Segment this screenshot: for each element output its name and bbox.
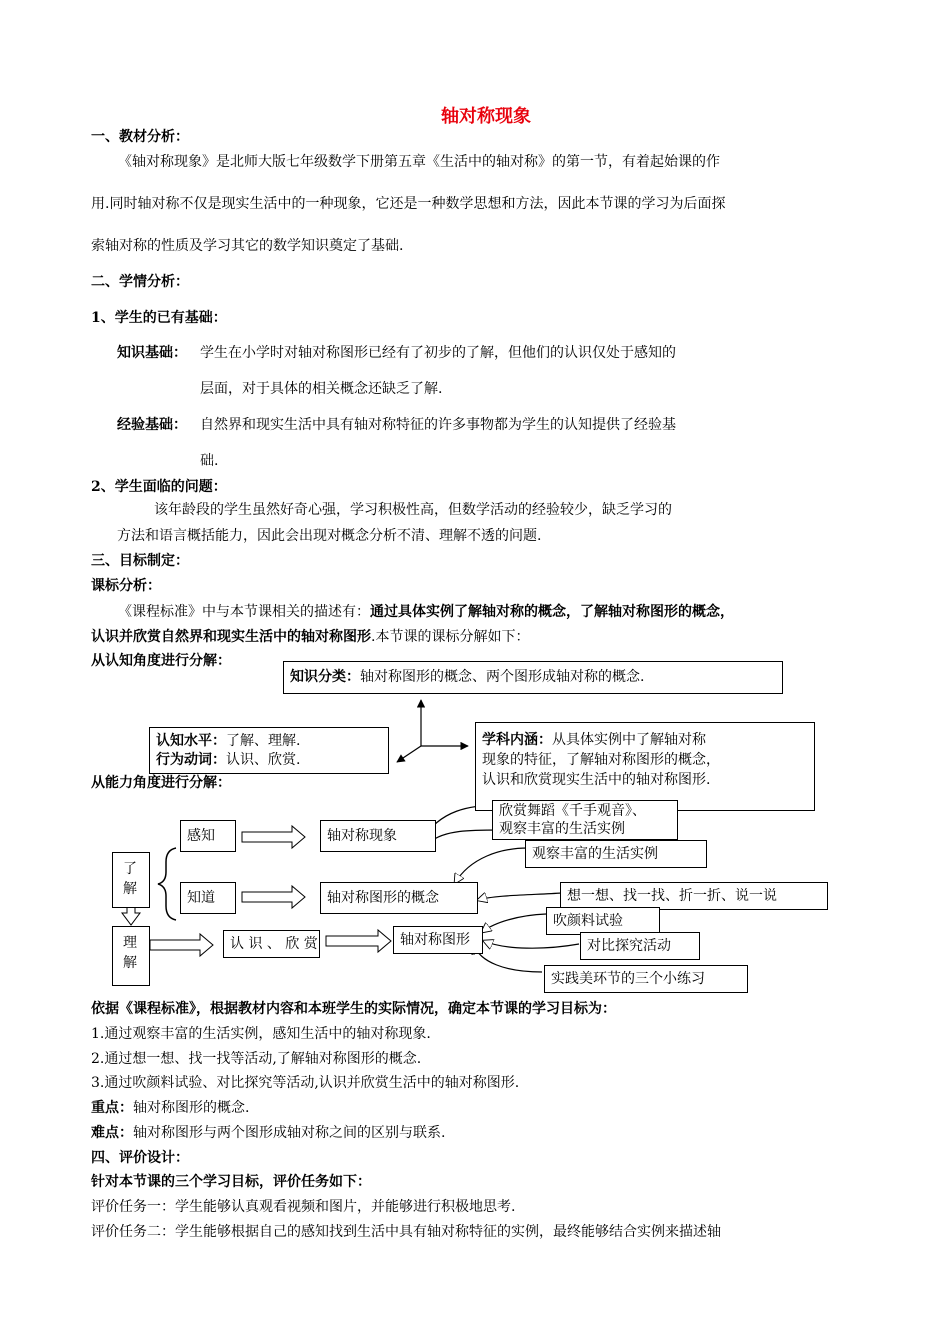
evaluation-intro: 针对本节课的三个学习目标，评价任务如下：	[91, 1174, 371, 1190]
paragraph-line: 《轴对称现象》是北师大版七年级数学下册第五章《生活中的轴对称》的第一节，有着起始课的作	[118, 154, 720, 170]
action-verb-text: 认识、欣赏.	[226, 752, 301, 768]
cognitive-level-text: 了解、理解.	[226, 733, 301, 749]
knowledge-basis-label: 知识基础：	[117, 345, 187, 361]
subject-connotation-box	[475, 722, 815, 811]
key-point-text: 轴对称图形的概念.	[133, 1100, 250, 1116]
understand-char: 了	[123, 861, 137, 877]
curve-arrow-5	[484, 941, 579, 948]
subject-text: 从具体实例中了解轴对称	[552, 732, 706, 748]
paragraph-line: 础.	[200, 453, 219, 469]
appreciate-arrow	[326, 930, 391, 952]
section-heading: 一、教材分析：	[91, 129, 189, 145]
activity-box-1	[492, 800, 678, 840]
goal-item: 1.通过观察丰富的生活实例，感知生活中的轴对称现象.	[91, 1026, 431, 1042]
paragraph-line: 用.同时轴对称不仅是现实生活中的一种现象，它还是一种数学思想和方法，因此本节课的学习为后面探	[91, 196, 726, 212]
page-title: 轴对称现象	[441, 106, 531, 127]
cognitive-breakdown-label: 从认知角度进行分解：	[91, 653, 231, 669]
cognitive-level-box	[149, 727, 389, 774]
ability-breakdown-label: 从能力角度进行分解：	[91, 775, 231, 791]
goal-item: 2.通过想一想、找一找等活动,了解轴对称图形的概念.	[91, 1051, 422, 1067]
evaluation-task: 评价任务一：学生能够认真观看视频和图片，并能够进行积极地思考.	[91, 1199, 516, 1215]
paragraph-line: 自然界和现实生活中具有轴对称特征的许多事物都为学生的认知提供了经验基	[200, 417, 676, 433]
cognitive-level-label: 认知水平：	[156, 733, 226, 749]
subject-line: 现象的特征，了解轴对称图形的概念，	[482, 752, 720, 768]
comprehend-char: 解	[123, 955, 137, 971]
know-arrow	[242, 886, 305, 908]
subsection-heading: 2、学生面临的问题：	[91, 479, 227, 495]
activity-box-5: 对比探究活动	[580, 932, 700, 960]
cognitive-level-line	[156, 732, 382, 751]
know-box: 知道	[180, 882, 236, 914]
comprehend-arrow	[150, 934, 213, 956]
section-heading: 四、评价设计：	[91, 1150, 189, 1166]
comprehend-box	[112, 926, 150, 986]
subsection-heading: 1、学生的已有基础：	[91, 310, 227, 326]
perceive-box: 感知	[180, 820, 236, 852]
comprehend-char: 理	[123, 935, 137, 951]
activity-text: 观察丰富的生活实例	[499, 821, 625, 837]
difficulty-text: 轴对称图形与两个图形成轴对称之间的区别与联系.	[133, 1125, 446, 1141]
paragraph-emphasis: 认识并欣赏自然界和现实生活中的轴对称图形	[91, 629, 371, 645]
goals-intro: 依据《课程标准》，根据教材内容和本班学生的实际情况，确定本节课的学习目标为：	[91, 1001, 616, 1017]
paragraph-text: 《课程标准》中与本节课相关的描述有：	[118, 604, 370, 620]
paragraph-line: 方法和语言概括能力，因此会出现对概念分析不清、理解不透的问题.	[117, 528, 542, 544]
paragraph-line: 学生在小学时对轴对称图形已经有了初步的了解，但他们的认识仅处于感知的	[200, 345, 676, 361]
difficulty-label: 难点：	[91, 1125, 133, 1141]
paragraph-text: .本节课的课标分解如下：	[371, 629, 530, 645]
goal-item: 3.通过吹颜料试验、对比探究等活动,认识并欣赏生活中的轴对称图形.	[91, 1075, 520, 1091]
subsection-heading: 课标分析：	[91, 578, 161, 594]
paragraph-emphasis: 通过具体实例了解轴对称的概念，了解轴对称图形的概念，	[370, 604, 734, 620]
section-heading: 三、目标制定：	[91, 553, 189, 569]
axis-diagonal-arrow	[397, 746, 421, 762]
activity-box-3: 想一想、找一找、折一折、说一说	[560, 882, 828, 910]
phenomenon-box: 轴对称现象	[320, 820, 436, 852]
action-verb-label: 行为动词：	[156, 752, 226, 768]
subject-label: 学科内涵：	[482, 732, 552, 748]
activity-text: 欣赏舞蹈《千手观音》、	[499, 803, 646, 819]
key-point-line	[91, 1099, 249, 1117]
curve-arrow-4	[482, 914, 546, 932]
subject-line	[482, 730, 808, 750]
activity-box-6: 实践美环节的三个小练习	[544, 965, 748, 993]
action-verb-line	[156, 751, 382, 770]
experience-basis-label: 经验基础：	[117, 417, 187, 433]
brace	[158, 848, 176, 920]
difficulty-line	[91, 1124, 445, 1142]
key-point-label: 重点：	[91, 1100, 133, 1116]
section-heading: 二、学情分析：	[91, 274, 189, 290]
knowledge-category-text: 轴对称图形的概念、两个图形成轴对称的概念.	[360, 669, 645, 685]
knowledge-category-label: 知识分类：	[290, 669, 360, 685]
curve-arrow-6	[474, 945, 542, 972]
activity-box-4: 吹颜料试验	[546, 907, 660, 935]
activity-box-2: 观察丰富的生活实例	[525, 840, 707, 868]
curve-arrow-2	[455, 848, 528, 883]
subject-line: 认识和欣赏现实生活中的轴对称图形.	[482, 772, 711, 788]
symmetric-figure-box: 轴对称图形	[393, 926, 483, 954]
curve-arrow-3	[478, 893, 562, 900]
curve-arrow-1b	[430, 830, 500, 842]
perceive-arrow	[242, 826, 305, 848]
knowledge-category-box	[283, 661, 783, 694]
paragraph-line: 该年龄段的学生虽然好奇心强，学习积极性高，但数学活动的经验较少，缺乏学习的	[154, 502, 672, 518]
understand-char: 解	[123, 881, 137, 897]
paragraph-line: 层面，对于具体的相关概念还缺乏了解.	[200, 381, 443, 397]
understand-box	[112, 852, 150, 908]
evaluation-task: 评价任务二：学生能够根据自己的感知找到生活中具有轴对称特征的实例，最终能够结合实例来描述轴	[91, 1224, 721, 1240]
concept-box: 轴对称图形的概念	[320, 882, 478, 914]
paragraph-line: 索轴对称的性质及学习其它的数学知识奠定了基础.	[91, 238, 404, 254]
appreciate-box: 认 识 、 欣 赏	[223, 930, 320, 958]
